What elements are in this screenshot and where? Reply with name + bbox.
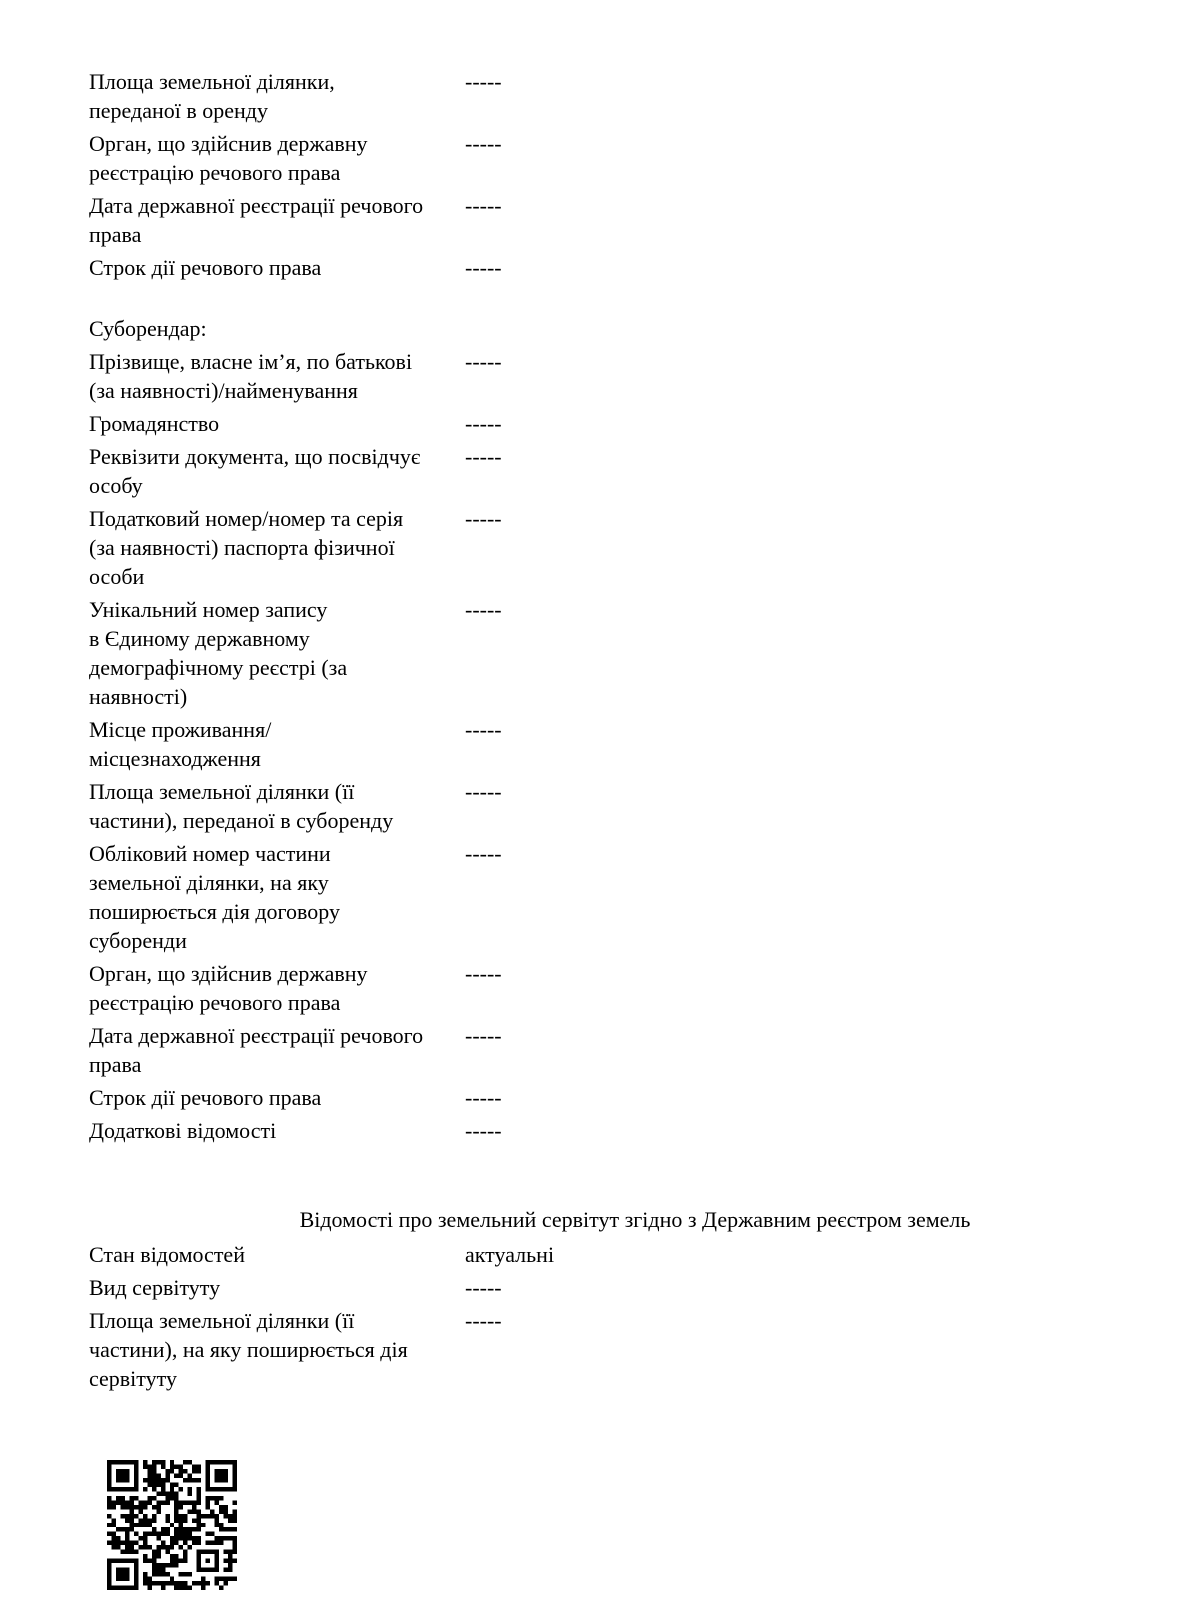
field-label: Площа земельної ділянки (її частини), переданої в суборенду [89,779,394,833]
field-label: Площа земельної ділянки (її частини), на яку поширюється дія сервітуту [89,1308,408,1391]
field-value: ----- [465,841,502,866]
qr-code-icon [107,1460,237,1590]
field-value: ----- [465,1308,502,1333]
field-label: Строк дії речового права [89,1085,322,1110]
lease-row [89,129,502,187]
field-value: ----- [465,131,502,156]
field-label: Податковий номер/номер та серія (за наявності) паспорта фізичної особи [89,506,404,589]
field-value: ----- [465,255,502,280]
sublease-row [89,1021,502,1079]
field-label: Строк дії речового права [89,255,322,280]
servitude-row [89,1306,554,1393]
field-label: Місце проживання/ місцезнаходження [89,717,272,771]
sublease-row [89,777,502,835]
field-value: ----- [465,779,502,804]
servitude-row [89,1273,554,1302]
field-label: Орган, що здійснив державну реєстрацію речового права [89,961,368,1015]
lease-row [89,191,502,249]
field-value: ----- [465,1118,502,1143]
field-label: Додаткові відомості [89,1118,277,1143]
field-label: Прізвище, власне ім’я, по батькові (за наявності)/найменування [89,349,413,403]
field-label: Стан відомостей [89,1242,245,1267]
field-value: ----- [465,597,502,622]
field-value: ----- [465,193,502,218]
field-value: ----- [465,69,502,94]
sublease-row [89,715,502,773]
lease-section [89,67,502,286]
lease-row [89,253,502,282]
servitude-row [89,1240,554,1269]
sublease-heading: Суборендар: [89,316,207,341]
field-value: ----- [465,1275,502,1300]
field-value: ----- [465,1023,502,1048]
field-label: Дата державної реєстрації речового права [89,1023,424,1077]
servitude-section [89,1240,554,1397]
field-label: Реквізити документа, що посвідчує особу [89,444,421,498]
lease-row [89,67,502,125]
sublease-row [89,504,502,591]
sublease-row [89,959,502,1017]
sublease-section [89,314,502,1149]
field-label: Орган, що здійснив державну реєстрацію речового права [89,131,368,185]
servitude-title: Відомості про земельний сервітут згідно з Державним реєстром земель [299,1207,971,1232]
field-label: Унікальний номер запису в Єдиному державному демографічному реєстрі (за наявності) [89,597,348,709]
field-label: Вид сервітуту [89,1275,221,1300]
sublease-row [89,442,502,500]
sublease-row [89,595,502,711]
field-label: Обліковий номер частини земельної ділянки, на яку поширюється дія договору суборенди [89,841,340,953]
field-value: ----- [465,411,502,436]
sublease-row [89,409,502,438]
field-label: Громадянство [89,411,220,436]
field-value: ----- [465,349,502,374]
field-value: актуальні [465,1242,555,1267]
field-value: ----- [465,1085,502,1110]
field-value: ----- [465,961,502,986]
sublease-row [89,839,502,955]
sublease-row [89,1083,502,1112]
field-label: Площа земельної ділянки, переданої в оренду [89,69,335,123]
field-value: ----- [465,717,502,742]
sublease-row [89,1116,502,1145]
field-value: ----- [465,506,502,531]
field-value: ----- [465,444,502,469]
sublease-row [89,347,502,405]
field-label: Дата державної реєстрації речового права [89,193,424,247]
